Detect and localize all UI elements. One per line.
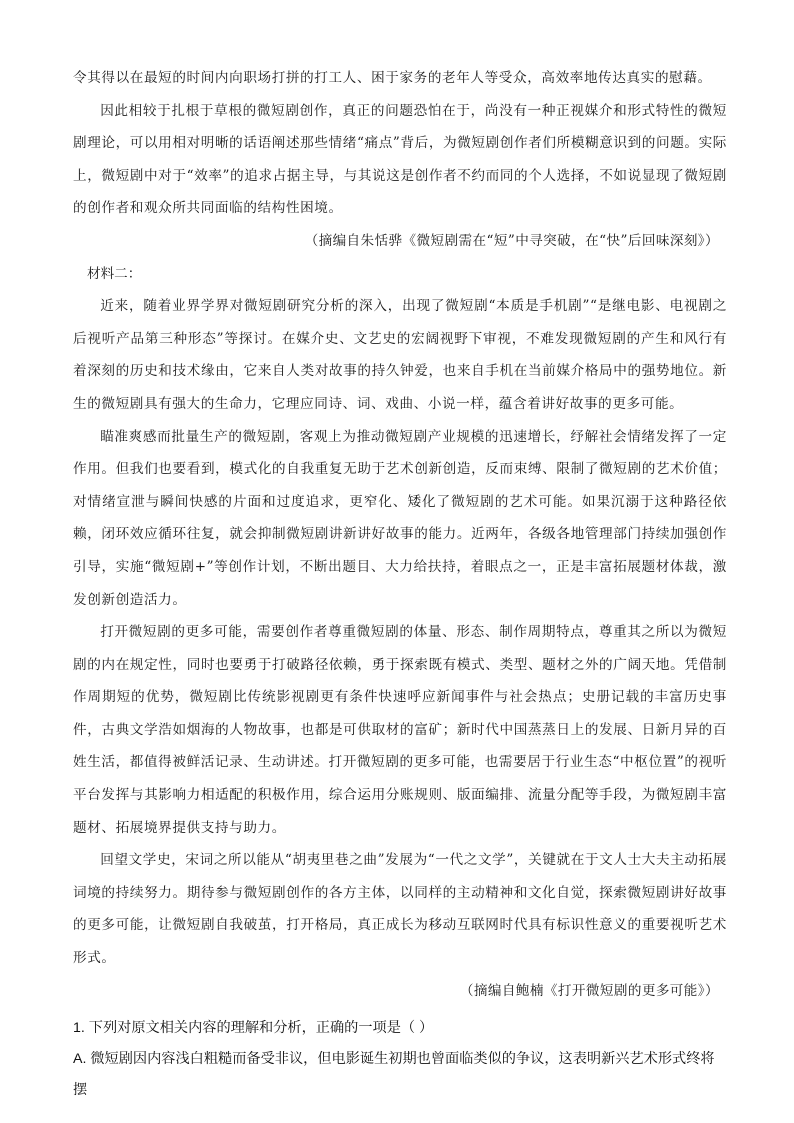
material1-source: （摘编自朱恬骅《微短剧需在“短”中寻突破，在“快”后回味深刻》） bbox=[304, 232, 719, 249]
material2-paragraph-3: 打开微短剧的更多可能，需要创作者尊重微短剧的体量、形态、制作周期特点，尊重其之所以为微短剧的内在规定性，同时也要勇于打破路径依赖，勇于探索既有模式、类型、题材之外的广阔天地。凭借制作周期短的优势，微短剧比传统影视剧更有条件快速呼应新闻事件与社会热点；史册记载的丰富历史事件，古典文学浩如烟海的人物故事，也都是可供取材的富矿；新时代中国蒸蒸日上的发展、日新月异的百姓生活，都值得被鲜活记录、生动讲述。打开微短剧的更多可能，也需要居于行业生态“中枢位置”的视听平台发挥与其影响力相适配的积极作用，综合运用分账规则、版面编排、流量分配等手段，为微短剧丰富题材、拓展境界提供支持与助力。 bbox=[73, 624, 727, 836]
option-a: A. 微短剧因内容浅白粗糙而备受非议，但电影诞生初期也曾面临类似的争议，这表明新兴艺术形式终将摆 bbox=[73, 1051, 715, 1099]
material1-paragraph: 因此相较于扎根于草根的微短剧创作，真正的问题恐怕在于，尚没有一种正视媒介和形式特性的微短剧理论，可以用相对明晰的话语阐述那些情绪“痛点”背后，为微短剧创作者们所模糊意识到的问题。实际上，微短剧中对于“效率”的追求占据主导，与其说这是创作者不约而同的个人选择，不如说显现了微短剧的创作者和观众所共同面临的结构性困境。 bbox=[73, 102, 727, 217]
document-page bbox=[73, 62, 727, 1106]
material2-paragraph-4: 回望文学史，宋词之所以能从“胡夷里巷之曲”发展为“一代之文学”，关键就在于文人士大夫主动拓展词境的持续努力。期待参与微短剧创作的各方主体，以同样的主动精神和文化自觉，探索微短剧讲好故事的更多可能，让微短剧自我破茧，打开格局，真正成长为移动互联网时代具有标识性意义的重要视听艺术形式。 bbox=[73, 852, 727, 967]
material1-tail: 令其得以在最短的时间内向职场打拼的打工人、困于家务的老年人等受众，高效率地传达真实的慰藉。 bbox=[73, 70, 712, 86]
material2-paragraph-1: 近来，随着业界学界对微短剧研究分析的深入，出现了微短剧“本质是手机剧”“是继电影、电视剧之后视听产品第三种形态”等探讨。在媒介史、文艺史的宏阔视野下审视，不难发现微短剧的产生和风行有着深刻的历史和技术缘由，它来自人类对故事的持久钟爱，也来自手机在当前媒介格局中的强势地位。新生的微短剧具有强大的生命力，它理应同诗、词、戏曲、小说一样，蕴含着讲好故事的更多可能。 bbox=[73, 298, 727, 412]
question-1: 1. 下列对原文相关内容的理解和分析，正确的一项是（ ） bbox=[73, 1020, 434, 1037]
material2-source: （摘编自鲍楠《打开微短剧的更多可能》） bbox=[459, 982, 719, 999]
material2-label: 材料二： bbox=[87, 265, 142, 282]
material2-paragraph-2: 瞄准爽感而批量生产的微短剧，客观上为推动微短剧产业规模的迅速增长，纾解社会情绪发挥了一定作用。但我们也要看到，模式化的自我重复无助于艺术创新创造，反而束缚、限制了微短剧的艺术价值；对情绪宣泄与瞬间快感的片面和过度追求，更窄化、矮化了微短剧的艺术可能。如果沉溺于这种路径依赖，闭环效应循环往复，就会抑制微短剧讲新讲好故事的能力。近两年，各级各地管理部门持续加强创作引导，实施“微短剧+”等创作计划，不断出题目、大力给扶持，着眼点之一，正是丰富拓展题材体裁，激发创新创造活力。 bbox=[73, 428, 727, 608]
